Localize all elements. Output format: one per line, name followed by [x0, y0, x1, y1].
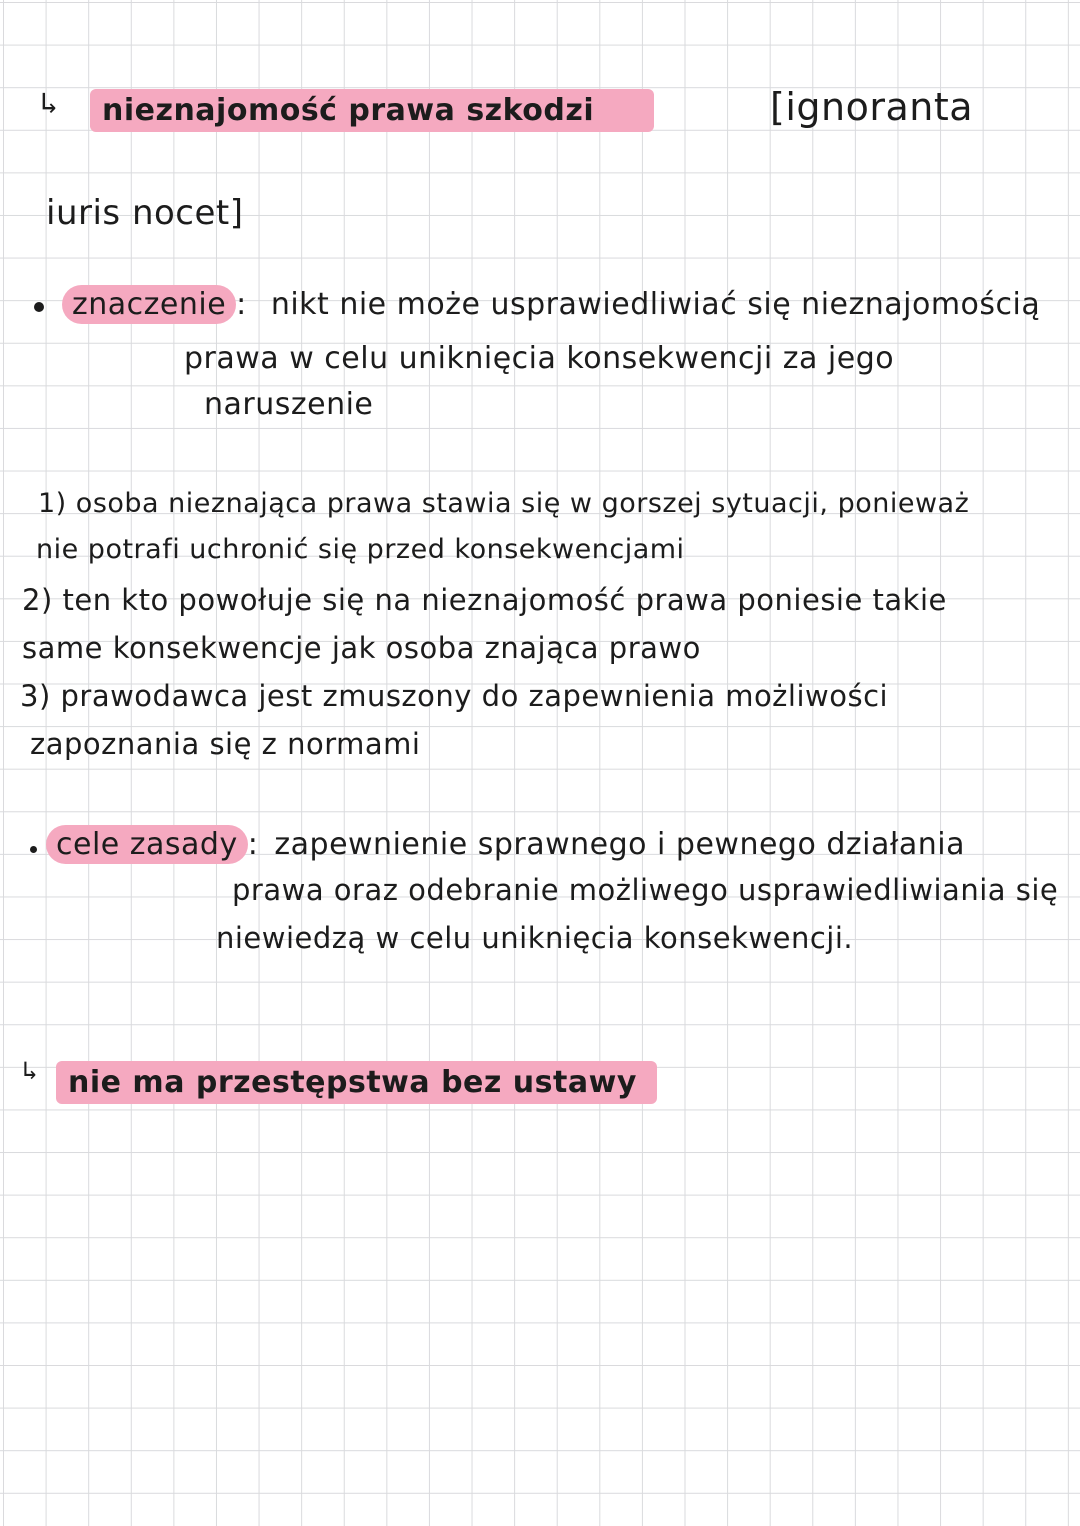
latin-maxim-part2: iuris nocet]	[46, 193, 244, 233]
highlighted-heading-2: nie ma przestępstwa bez ustawy	[56, 1061, 657, 1104]
goals-text-3: niewiedzą w celu uniknięcia konsekwencji.	[216, 921, 854, 955]
arrow-icon: ↳	[40, 86, 59, 121]
goals-text-1: zapewnienie sprawnego i pewnego działania	[274, 827, 965, 862]
definition-text-2: prawa w celu uniknięcia konsekwencji za jego	[184, 341, 895, 376]
point-2-line-1: 2) ten kto powołuje się na nieznajomość prawa poniesie takie	[22, 583, 947, 617]
definition-line-1	[62, 287, 1041, 322]
arrow-icon: ↳	[22, 1056, 38, 1086]
section-heading-2	[56, 1065, 657, 1100]
definition-text-3: naruszenie	[204, 387, 374, 422]
goals-colon: :	[247, 827, 259, 862]
latin-maxim-part1: [ignoranta	[770, 85, 974, 129]
definition-colon: :	[236, 287, 247, 322]
goals-term: cele zasady	[46, 825, 248, 864]
bullet-icon	[34, 302, 44, 312]
definition-term: znaczenie	[62, 285, 236, 324]
point-2-line-2: same konsekwencje jak osoba znająca prawo	[22, 631, 701, 665]
point-3-line-2: zapoznania się z normami	[30, 727, 421, 761]
point-1-line-1: 1) osoba nieznająca prawa stawia się w gorszej sytuacji, ponieważ	[38, 488, 970, 519]
highlighted-heading: nieznajomość prawa szkodzi	[90, 89, 654, 132]
point-3-line-1: 3) prawodawca jest zmuszony do zapewnienia możliwości	[20, 679, 889, 713]
goals-text-2: prawa oraz odebranie możliwego usprawiedliwiania się	[232, 873, 1059, 907]
section-heading-1	[90, 93, 654, 128]
definition-text-1: nikt nie może usprawiedliwiać się nieznajomością	[270, 287, 1041, 322]
goals-line-1	[46, 827, 965, 862]
bullet-icon	[30, 846, 37, 853]
point-1-line-2: nie potrafi uchronić się przed konsekwencjami	[36, 534, 685, 565]
